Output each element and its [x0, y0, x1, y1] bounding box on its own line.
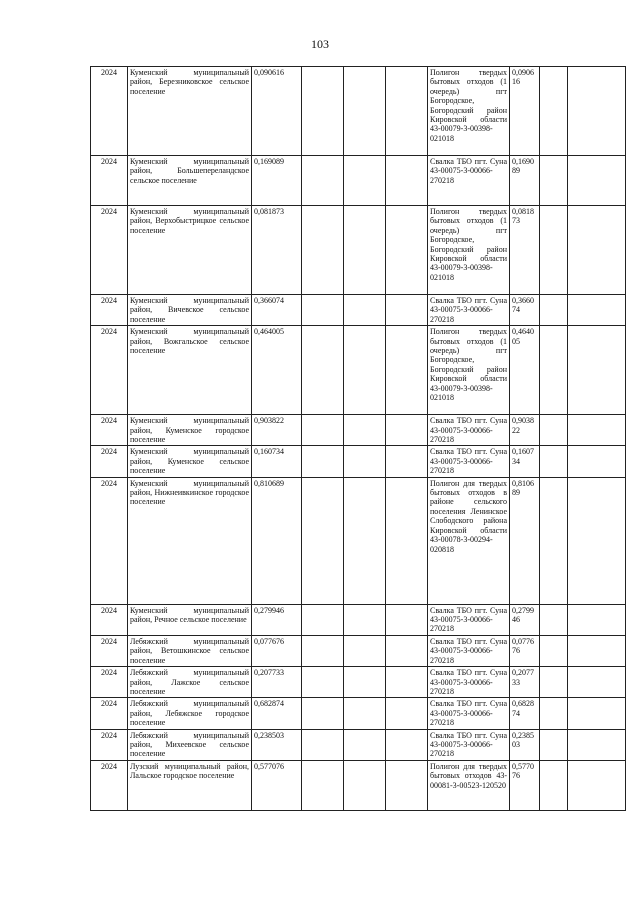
empty-cell	[540, 729, 568, 760]
municipality-cell: Лебяжский муниципальный район, Михеевское сельское поселение	[128, 729, 252, 760]
empty-cell	[386, 729, 428, 760]
empty-cell	[540, 326, 568, 415]
empty-cell	[386, 760, 428, 810]
table-row	[91, 729, 626, 760]
share-cell: 0,5770 76	[510, 760, 540, 810]
municipality-cell: Куменский муниципальный район, Большепереландское сельское поселение	[128, 156, 252, 206]
empty-cell	[344, 206, 386, 295]
volume-cell: 0,903822	[252, 415, 302, 446]
empty-cell	[344, 667, 386, 698]
empty-cell	[386, 604, 428, 635]
destination-cell: Полигон твердых бытовых отходов (1 очередь) пгт Богородское, Богородский район Кировской области 43-00079-3-00398-021018	[428, 326, 510, 415]
waste-table	[90, 66, 626, 811]
empty-cell	[568, 477, 626, 604]
empty-cell	[386, 415, 428, 446]
table-row	[91, 760, 626, 810]
year-cell: 2024	[91, 635, 128, 666]
municipality-cell: Куменский муниципальный район, Вожгальское сельское поселение	[128, 326, 252, 415]
destination-cell: Свалка ТБО пгт. Суна 43-00075-3-00066-270218	[428, 635, 510, 666]
empty-cell	[568, 446, 626, 477]
year-cell: 2024	[91, 604, 128, 635]
empty-cell	[302, 206, 344, 295]
empty-cell	[302, 760, 344, 810]
empty-cell	[302, 729, 344, 760]
share-cell: 0,6828 74	[510, 698, 540, 729]
share-cell: 0,8106 89	[510, 477, 540, 604]
empty-cell	[540, 415, 568, 446]
municipality-cell: Куменский муниципальный район, Березниковское сельское поселение	[128, 67, 252, 156]
empty-cell	[540, 760, 568, 810]
empty-cell	[302, 635, 344, 666]
empty-cell	[568, 635, 626, 666]
share-cell: 0,3660 74	[510, 295, 540, 326]
empty-cell	[344, 326, 386, 415]
empty-cell	[302, 604, 344, 635]
empty-cell	[302, 446, 344, 477]
table-row	[91, 667, 626, 698]
empty-cell	[386, 206, 428, 295]
year-cell: 2024	[91, 667, 128, 698]
empty-cell	[344, 604, 386, 635]
volume-cell: 0,081873	[252, 206, 302, 295]
volume-cell: 0,682874	[252, 698, 302, 729]
empty-cell	[344, 67, 386, 156]
destination-cell: Полигон твердых бытовых отходов (1 очередь) пгт Богородское, Богородский район Кировской области 43-00079-3-00398-021018	[428, 206, 510, 295]
table-row	[91, 698, 626, 729]
empty-cell	[540, 667, 568, 698]
table-row	[91, 446, 626, 477]
empty-cell	[540, 635, 568, 666]
volume-cell: 0,366074	[252, 295, 302, 326]
empty-cell	[386, 477, 428, 604]
empty-cell	[344, 415, 386, 446]
year-cell: 2024	[91, 206, 128, 295]
empty-cell	[302, 295, 344, 326]
table-row	[91, 295, 626, 326]
empty-cell	[302, 698, 344, 729]
year-cell: 2024	[91, 729, 128, 760]
year-cell: 2024	[91, 446, 128, 477]
empty-cell	[540, 67, 568, 156]
year-cell: 2024	[91, 67, 128, 156]
volume-cell: 0,464005	[252, 326, 302, 415]
volume-cell: 0,238503	[252, 729, 302, 760]
empty-cell	[344, 295, 386, 326]
year-cell: 2024	[91, 326, 128, 415]
volume-cell: 0,279946	[252, 604, 302, 635]
municipality-cell: Куменский муниципальный район, Куменское городское поселение	[128, 415, 252, 446]
empty-cell	[540, 604, 568, 635]
share-cell: 0,1690 89	[510, 156, 540, 206]
empty-cell	[302, 156, 344, 206]
empty-cell	[302, 67, 344, 156]
municipality-cell: Лебяжский муниципальный район, Лебяжское городское поселение	[128, 698, 252, 729]
volume-cell: 0,160734	[252, 446, 302, 477]
volume-cell: 0,169089	[252, 156, 302, 206]
table-body	[91, 67, 626, 811]
municipality-cell: Лебяжский муниципальный район, Ветошкинское сельское поселение	[128, 635, 252, 666]
year-cell: 2024	[91, 415, 128, 446]
share-cell: 0,2077 33	[510, 667, 540, 698]
year-cell: 2024	[91, 760, 128, 810]
table-row	[91, 326, 626, 415]
share-cell: 0,0906 16	[510, 67, 540, 156]
empty-cell	[302, 667, 344, 698]
empty-cell	[386, 326, 428, 415]
destination-cell: Полигон для твердых бытовых отходов в районе сельского поселения Ленинское Слободского района Кировской области 43-00078-3-00294-020818	[428, 477, 510, 604]
empty-cell	[302, 326, 344, 415]
volume-cell: 0,577076	[252, 760, 302, 810]
empty-cell	[568, 760, 626, 810]
table-row	[91, 206, 626, 295]
empty-cell	[344, 760, 386, 810]
empty-cell	[344, 635, 386, 666]
empty-cell	[568, 156, 626, 206]
empty-cell	[540, 477, 568, 604]
share-cell: 0,4640 05	[510, 326, 540, 415]
municipality-cell: Лузский муниципальный район, Лальское городское поселение	[128, 760, 252, 810]
empty-cell	[568, 729, 626, 760]
empty-cell	[568, 604, 626, 635]
empty-cell	[568, 206, 626, 295]
destination-cell: Свалка ТБО пгт. Суна 43-00075-3-00066-270218	[428, 698, 510, 729]
empty-cell	[344, 477, 386, 604]
destination-cell: Свалка ТБО пгт. Суна 43-00075-3-00066-270218	[428, 446, 510, 477]
empty-cell	[540, 446, 568, 477]
destination-cell: Свалка ТБО пгт. Суна 43-00075-3-00066-270218	[428, 415, 510, 446]
empty-cell	[344, 156, 386, 206]
table-row	[91, 604, 626, 635]
share-cell: 0,2799 46	[510, 604, 540, 635]
table-row	[91, 156, 626, 206]
year-cell: 2024	[91, 477, 128, 604]
empty-cell	[540, 206, 568, 295]
share-cell: 0,9038 22	[510, 415, 540, 446]
page-number: 103	[311, 37, 329, 51]
municipality-cell: Куменский муниципальный район, Куменское сельское поселение	[128, 446, 252, 477]
empty-cell	[386, 635, 428, 666]
year-cell: 2024	[91, 156, 128, 206]
municipality-cell: Куменский муниципальный район, Вичевское сельское поселение	[128, 295, 252, 326]
empty-cell	[344, 698, 386, 729]
volume-cell: 0,090616	[252, 67, 302, 156]
empty-cell	[386, 667, 428, 698]
empty-cell	[568, 295, 626, 326]
destination-cell: Свалка ТБО пгт. Суна 43-00075-3-00066-270218	[428, 604, 510, 635]
destination-cell: Свалка ТБО пгт. Суна 43-00075-3-00066-270218	[428, 729, 510, 760]
destination-cell: Свалка ТБО пгт. Суна 43-00075-3-00066-270218	[428, 667, 510, 698]
empty-cell	[302, 477, 344, 604]
municipality-cell: Куменский муниципальный район, Нижнеивкинское городское поселение	[128, 477, 252, 604]
volume-cell: 0,810689	[252, 477, 302, 604]
empty-cell	[386, 67, 428, 156]
empty-cell	[386, 446, 428, 477]
year-cell: 2024	[91, 698, 128, 729]
municipality-cell: Куменский муниципальный район, Верхобыстрицкое сельское поселение	[128, 206, 252, 295]
empty-cell	[344, 729, 386, 760]
empty-cell	[386, 698, 428, 729]
table-row	[91, 415, 626, 446]
destination-cell: Свалка ТБО пгт. Суна 43-00075-3-00066-270218	[428, 156, 510, 206]
table-row	[91, 477, 626, 604]
table-row	[91, 635, 626, 666]
empty-cell	[302, 415, 344, 446]
empty-cell	[344, 446, 386, 477]
volume-cell: 0,077676	[252, 635, 302, 666]
empty-cell	[568, 415, 626, 446]
empty-cell	[540, 295, 568, 326]
municipality-cell: Лебяжский муниципальный район, Лажское сельское поселение	[128, 667, 252, 698]
table-row	[91, 67, 626, 156]
empty-cell	[386, 295, 428, 326]
empty-cell	[568, 326, 626, 415]
destination-cell: Полигон твердых бытовых отходов (1 очередь) пгт Богородское, Богородский район Кировской области 43-00079-3-00398-021018	[428, 67, 510, 156]
destination-cell: Свалка ТБО пгт. Суна 43-00075-3-00066-270218	[428, 295, 510, 326]
share-cell: 0,0818 73	[510, 206, 540, 295]
share-cell: 0,2385 03	[510, 729, 540, 760]
empty-cell	[540, 698, 568, 729]
empty-cell	[540, 156, 568, 206]
share-cell: 0,1607 34	[510, 446, 540, 477]
destination-cell: Полигон для твердых бытовых отходов 43-00081-3-00523-120520	[428, 760, 510, 810]
empty-cell	[386, 156, 428, 206]
empty-cell	[568, 67, 626, 156]
empty-cell	[568, 698, 626, 729]
volume-cell: 0,207733	[252, 667, 302, 698]
share-cell: 0,0776 76	[510, 635, 540, 666]
empty-cell	[568, 667, 626, 698]
year-cell: 2024	[91, 295, 128, 326]
municipality-cell: Куменский муниципальный район, Речное сельское поселение	[128, 604, 252, 635]
